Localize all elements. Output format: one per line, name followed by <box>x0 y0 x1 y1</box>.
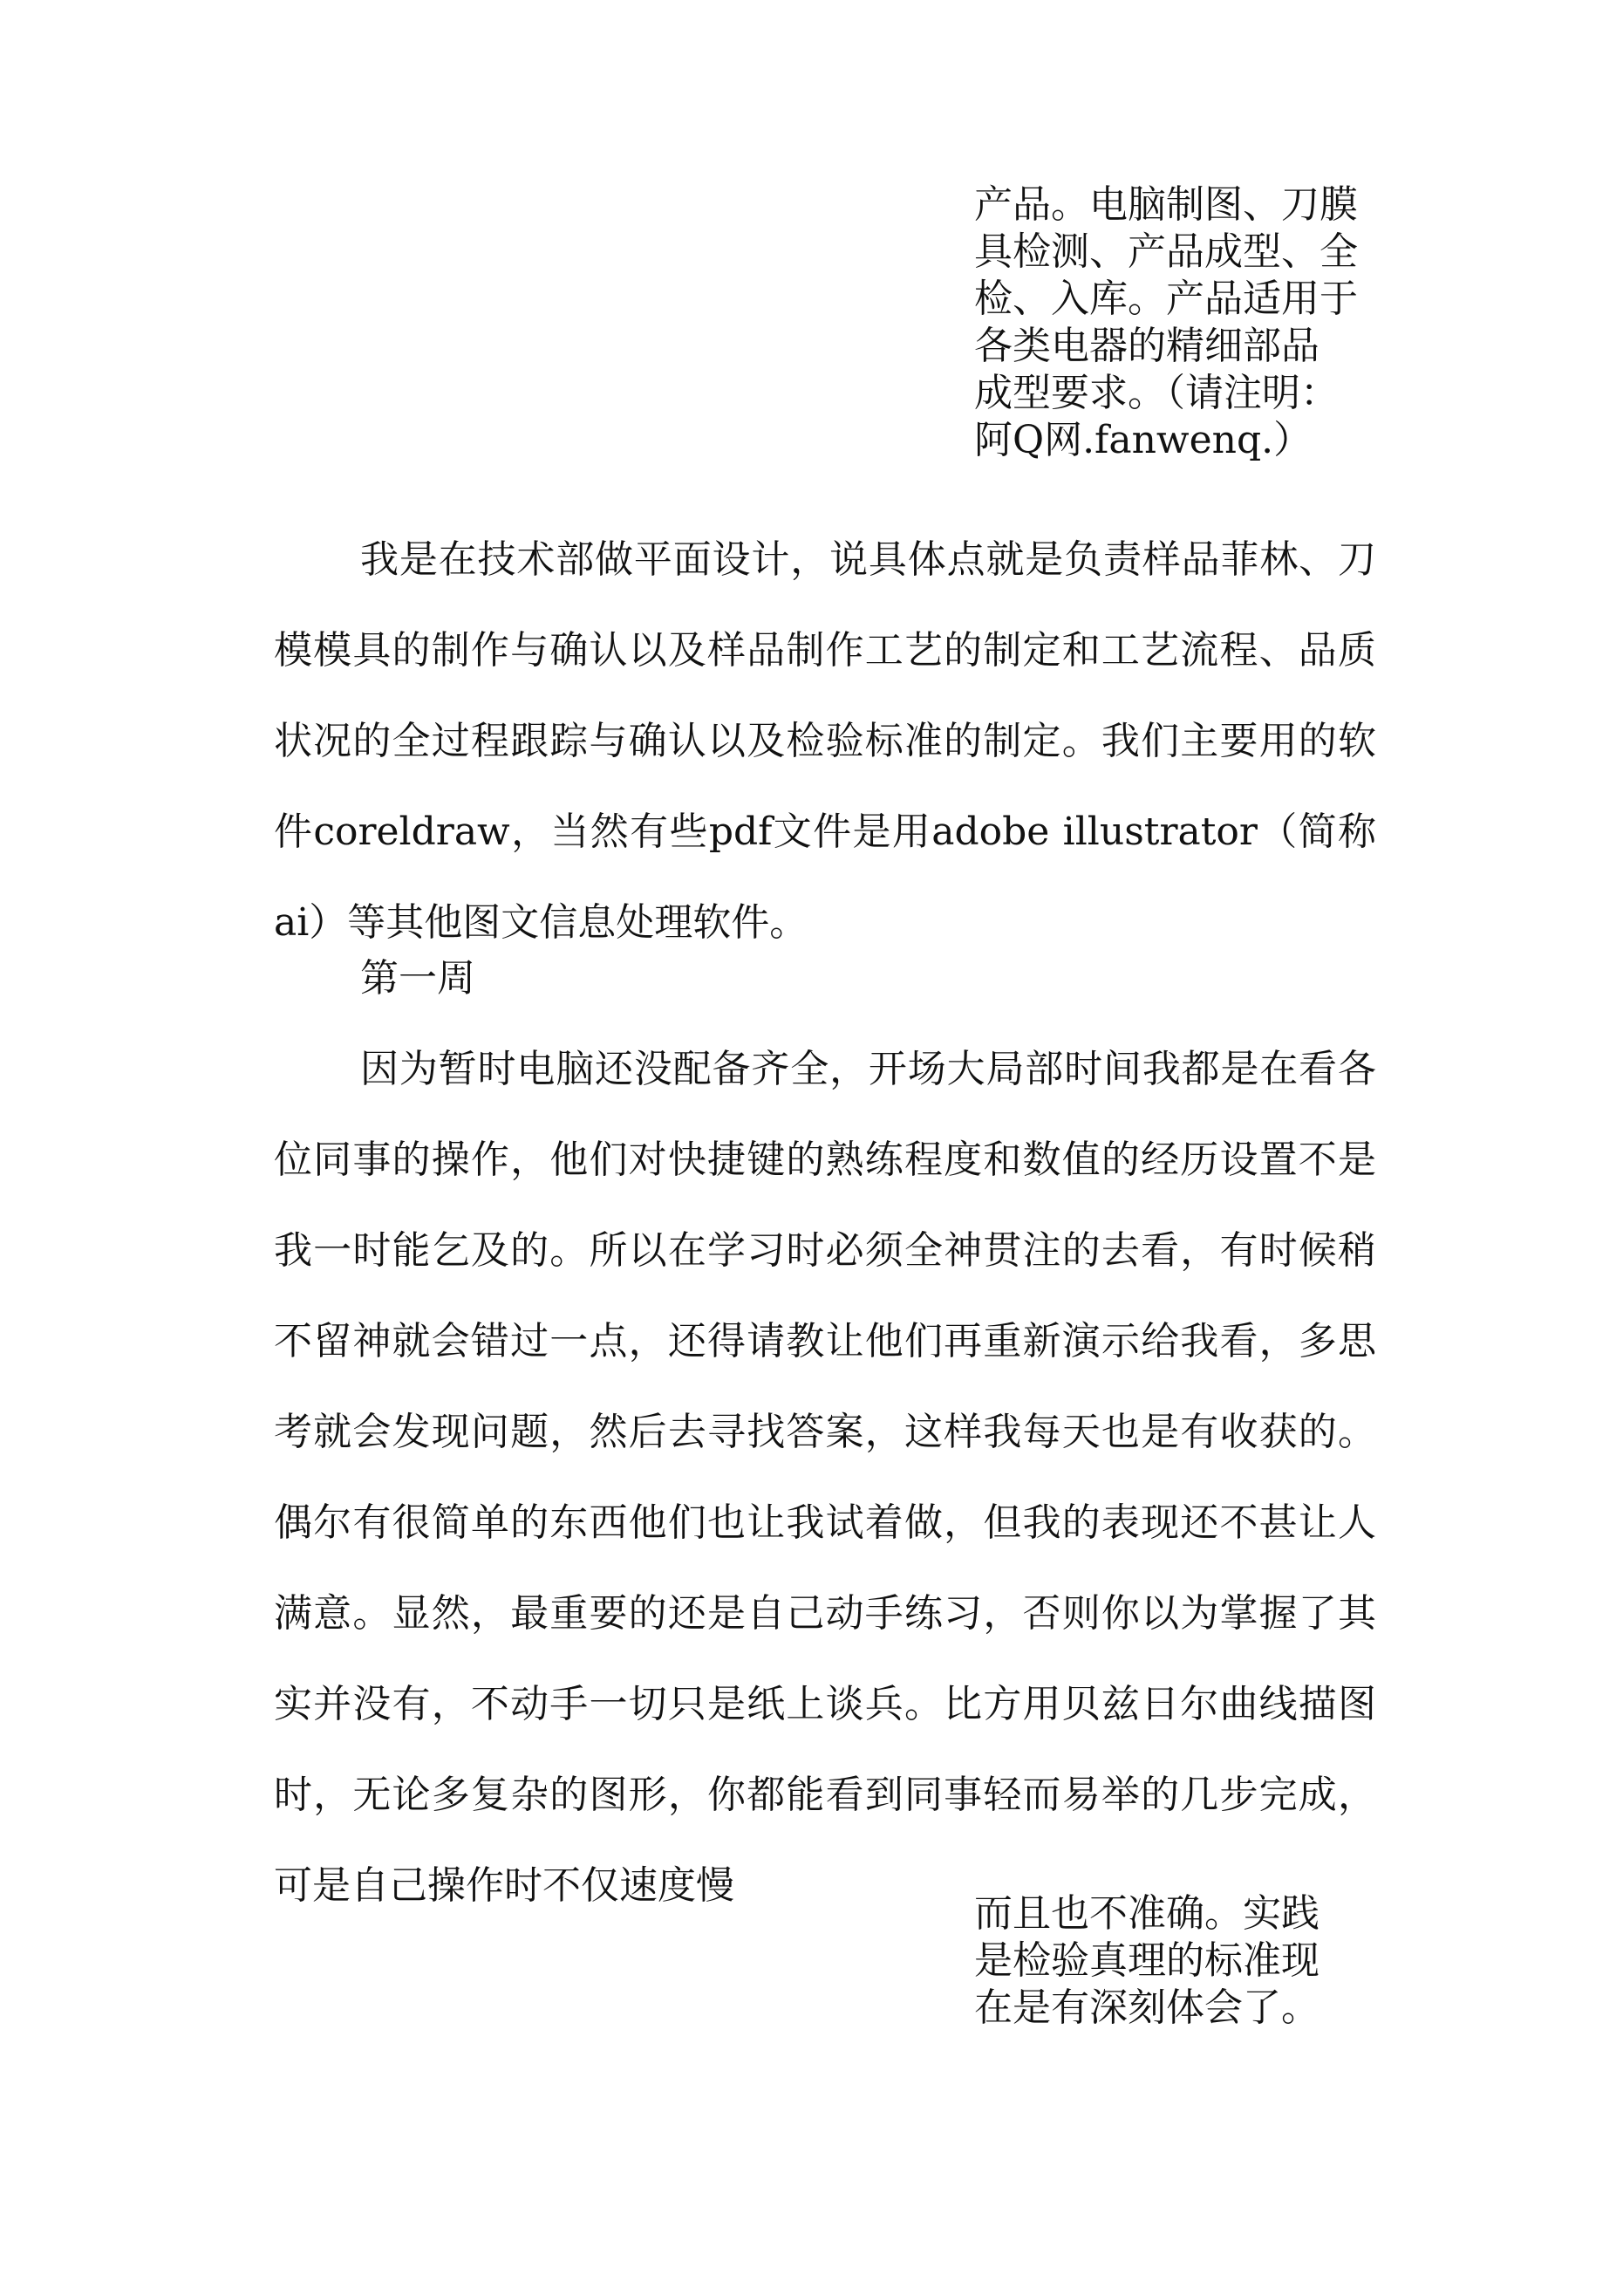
side-note-line: 成型要求。（请注明： <box>974 371 1339 415</box>
side-note-line: 具检测、产品成型、全 <box>974 229 1358 274</box>
side-note-line: 检、入库。产品适用于 <box>974 277 1358 321</box>
side-note-line: 阿Q网.fanwenq.） <box>974 418 1313 462</box>
side-note-line: 产品。电脑制图、刀膜 <box>974 182 1358 227</box>
intro-paragraph: 我是在技术部做平面设计，说具体点就是负责样品菲林、刀模模具的制作与确认以及样品制作工艺的制定和工艺流程、品质状况的全过程跟踪与确认以及检验标准的制定。我们主要用的软件coreldraw，当然有些pdf文件是用adobe illustrator（简称ai）等其他图文信息处理软件。 <box>274 537 1376 945</box>
side-note-line: 是检验真理的标准现 <box>974 1938 1320 1983</box>
side-note-line: 各类电器的精细部品 <box>974 324 1320 368</box>
side-note-line: 而且也不准确。实践 <box>974 1891 1320 1936</box>
side-note-line: 在是有深刻体会了。 <box>974 1985 1320 2030</box>
section-heading: 第一周 <box>360 956 475 1001</box>
side-note-top <box>974 181 1428 464</box>
week-paragraph: 因为暂时电脑还没配备齐全，开场大局部时间我都是在看各位同事的操作，他们对快捷键的熟练程度和数值的经历设置不是我一时能乞及的。所以在学习时必须全神贯注的去看，有时候稍不留神就会错过一点，还得请教让他们再重新演示给我看，多思考就会发现问题，然后去寻找答案，这样我每天也是有收获的。偶尔有很简单的东西他们也让我试着做，但我的表现还不甚让人满意。显然，最重要的还是自己动手练习，否则你以为掌握了其实并没有，不动手一切只是纸上谈兵。比方用贝兹日尔曲线描图时，无论多复杂的图形，你都能看到同事轻而易举的几步完成，可是自己操作时不仅速度慢 <box>274 1047 1376 1908</box>
side-note-bottom <box>974 1890 1428 2032</box>
